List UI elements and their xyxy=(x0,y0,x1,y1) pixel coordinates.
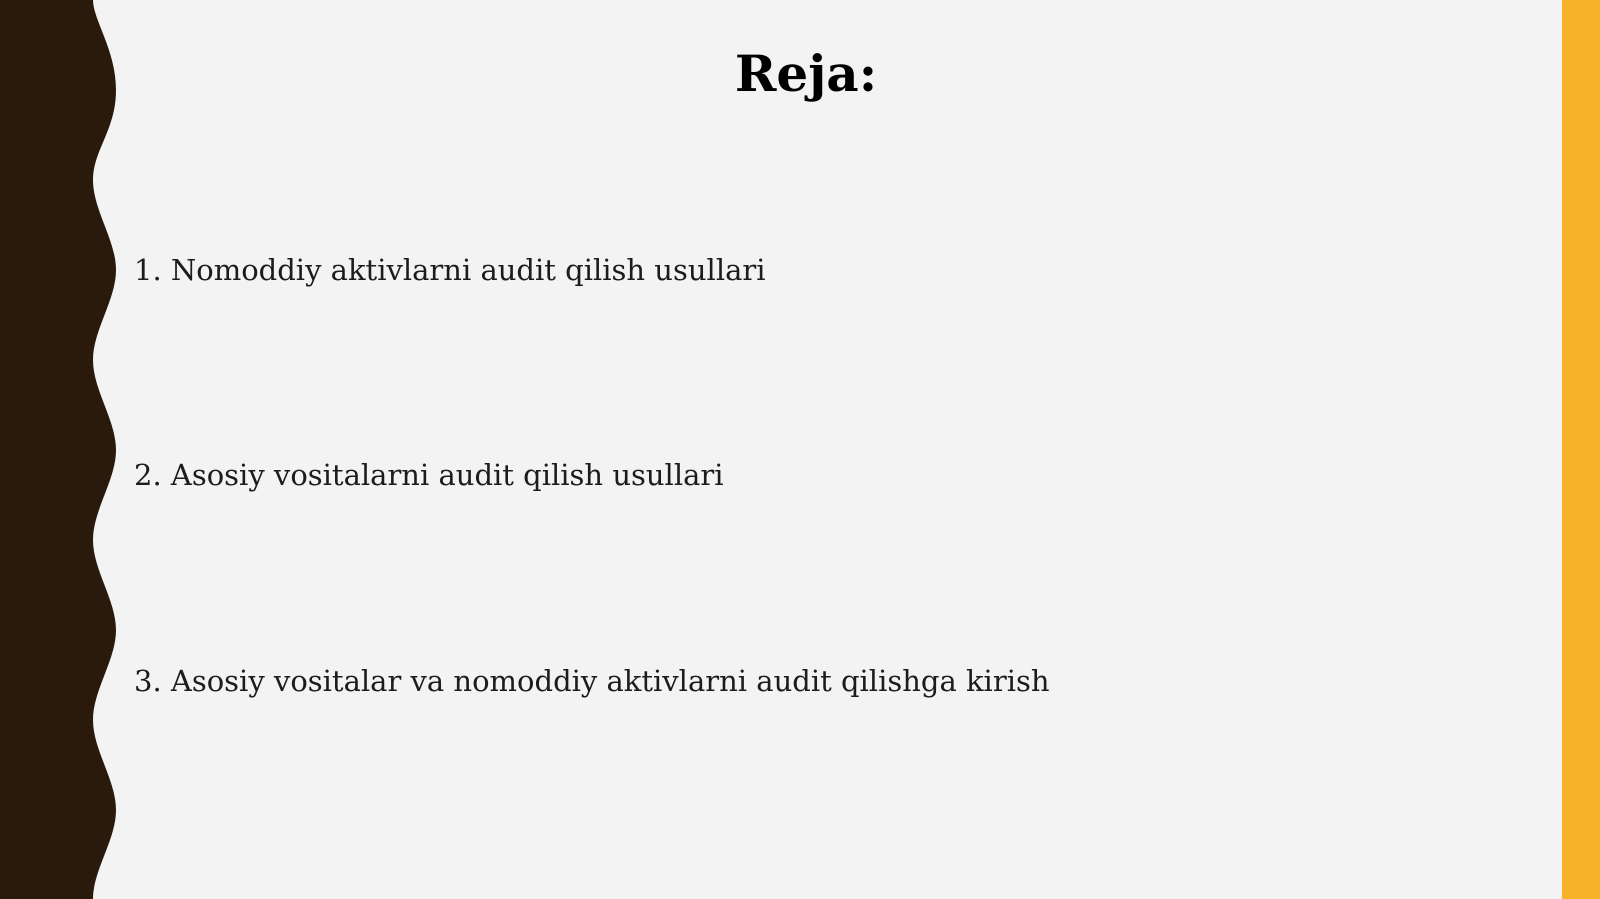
slide-title: Reja: xyxy=(734,44,878,103)
plan-item-2: 2. Asosiy vositalarni audit qilish usullari xyxy=(134,458,724,492)
plan-item-3: 3. Asosiy vositalar va nomoddiy aktivlarni audit qilishga kirish xyxy=(134,664,1050,698)
plan-item-1: 1. Nomoddiy aktivlarni audit qilish usullari xyxy=(134,253,766,287)
right-accent-bar xyxy=(1562,0,1600,899)
wavy-side-band xyxy=(0,0,130,899)
